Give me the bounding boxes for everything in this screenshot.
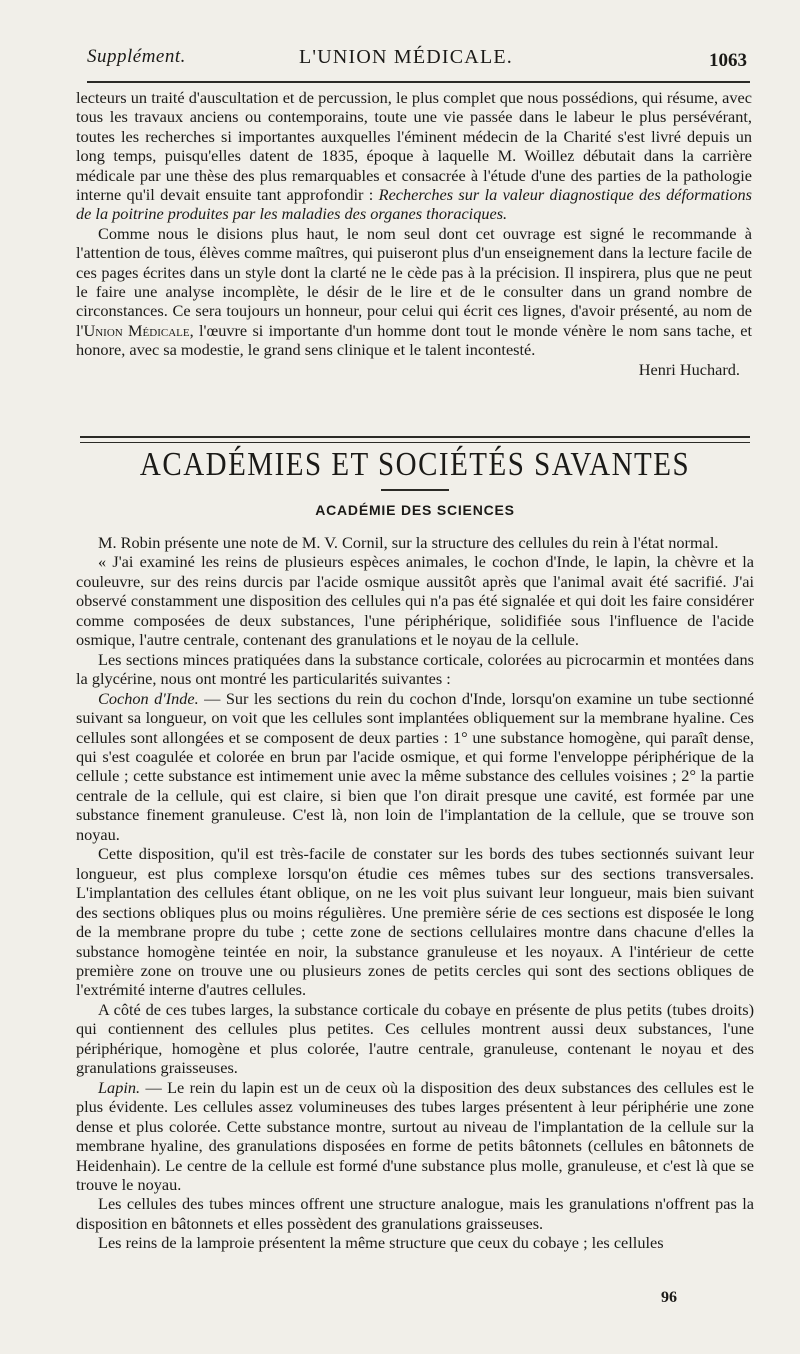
- report-paragraph: Cochon d'Inde. — Sur les sections du rein du cochon d'Inde, lorsqu'on examine un tube sectionné suivant sa longueur, on voit que les cellules sont implantées obliquement sur la membrane hyaline. Ces cellules sont allongées et se composent de deux parties : 1° une substance homogène, qui paraît dense, qui s'est coagulée et colorée en brun par l'acide osmique, et qui forme l'enveloppe périphérique de la cellule ; cette substance est intimement unie avec la même substance des cellules voisines ; 2° la partie centrale de la cellule, qui est claire, si bien que l'on dirait presque une cavité, est formée par une substance finement granuleuse. C'est là, non loin de l'implantation de la cellule, que se trouve son noyau.: [76, 688, 754, 844]
- report-paragraph: Les reins de la lamproie présentent la même structure que ceux du cobaye ; les cellules: [98, 1233, 664, 1253]
- review-paragraph: Comme nous le disions plus haut, le nom seul dont cet ouvrage est signé le recommande à l'attention de tous, élèves comme maîtres, qui puiseront plus d'un enseignement dans la lecture facile de ces pages écrites dans un style dont la clarté ne le cède pas à la précision. Il inspirera, plus que ne peut le faire une analyse incomplète, le désir de le lire et de le consulter dans un grand nombre de circonstances. Ce sera toujours un honneur, pour celui qui écrit ces lignes, d'avoir présenté, au nom de l'Union Médicale, l'œuvre si importante d'un homme dont tout le monde vénère le nom sans tache, et honore, avec sa modestie, le grand sens clinique et le talent incontesté.: [76, 223, 752, 360]
- species-heading: Lapin.: [98, 1077, 141, 1097]
- report-paragraph: Lapin. — Le rein du lapin est un de ceux où la disposition des deux substances des cellules est le plus évidente. Les cellules assez volumineuses des tubes larges présentent à leur périphérie une zone dense et plus colorée. Cette substance montre, surtout au niveau de l'implantation de la cellule sur la membrane hyaline, des granulations disposées en forme de petits bâtonnets (cellules en bâtonnets de Heidenhain). Le centre de la cellule est formé d'une substance plus molle, granuleuse, et c'est là que se trouve le noyau.: [76, 1077, 754, 1194]
- author-signature: Henri Huchard.: [638, 359, 740, 379]
- header-rule: [87, 81, 750, 83]
- report-paragraph: Les sections minces pratiquées dans la substance corticale, colorées au picrocarmin et montées dans la glycérine, nous ont montré les particularités suivantes :: [76, 649, 754, 689]
- report-intro: M. Robin présente une note de M. V. Cornil, sur la structure des cellules du rein à l'état normal.: [98, 533, 719, 552]
- supplement-label: Supplément.: [87, 46, 186, 67]
- review-continuation: [76, 88, 752, 379]
- section-title: ACADÉMIES ET SOCIÉTÉS SAVANTES: [139, 446, 691, 483]
- species-heading: Cochon d'Inde.: [98, 688, 199, 708]
- thesis-title: Recherches sur la valeur diagnostique des déformations de la poitrine produites par les maladies des organes thoraciques.: [76, 185, 753, 224]
- running-header: [87, 44, 747, 76]
- report-paragraph: Cette disposition, qu'il est très-facile de constater sur les bords des tubes sectionnés suivant leur longueur, est plus complexe lorsqu'on étudie ces mêmes tubes sur des sections transversales. L'implantation des cellules étant oblique, on ne les voit plus suivant leur longueur, mais bien suivant des sections obliques plus ou moins régulières. Une première série de ces sections est disposée le long de la membrane propre du tube ; cette zone de sections cellulaires montre dans chacune d'elles la substance homogène teintée en noir, la substance granuleuse et les noyaux. A l'intérieur de cette première zone on trouve une ou plusieurs zones de petits cercles qui sont des sections obliques de l'extrémité interne d'autres cellules.: [76, 844, 754, 1000]
- page-number: 1063: [709, 50, 747, 71]
- signature-mark: 96: [661, 1289, 677, 1306]
- report-paragraph: « J'ai examiné les reins de plusieurs espèces animales, le cochon d'Inde, le lapin, la chèvre et la couleuvre, sur des reins durcis par l'acide osmique aussitôt après que l'animal avait été sacrifié. J'ai observé constamment une disposition des cellules qui n'a pas été signalée et qui doit les faire considérer comme composées de deux substances, l'une périphérique, solidifiée sous l'influence de l'acide osmique, l'autre centrale, contenant des granulations et le noyau de la cellule.: [76, 552, 754, 650]
- journal-name-inline: Union Médicale: [83, 320, 190, 340]
- review-paragraph: lecteurs un traité d'auscultation et de percussion, le plus complet que nous possédions, qui résume, avec tous les travaux anciens ou contemporains, toute une vie passée dans le labeur le plus persévérant, toutes les recherches si importantes auxquelles l'éminent médecin de la Charité s'est livré depuis un long temps, puisqu'elles datent de 1835, époque à laquelle M. Woillez débutait dans la carrière médicale par une thèse des plus remarquables et consacrée à l'étude d'une des parties de la pathologie interne qu'il devait ensuite tant approfondir : Recherches sur la valeur diagnostique des déformations de la poitrine produites par les maladies des organes thoraciques.: [76, 88, 753, 224]
- title-underline: [381, 489, 449, 491]
- academy-report: [76, 533, 754, 1253]
- section-divider: [80, 436, 750, 443]
- report-paragraph: Les cellules des tubes minces offrent une structure analogue, mais les granulations n'offrent pas la disposition en bâtonnets et elles possèdent des granulations graisseuses.: [76, 1194, 754, 1233]
- report-paragraph: A côté de ces tubes larges, la substance corticale du cobaye en présente de plus petits (tubes droits) qui contiennent des cellules plus petites. Ces cellules montrent aussi deux substances, l'une périphérique, homogène et plus colorée, l'autre centrale, granuleuse, contenant le noyau et des granulations graisseuses.: [76, 999, 754, 1078]
- section-subtitle: ACADÉMIE DES SCIENCES: [315, 502, 515, 518]
- journal-title: L'UNION MÉDICALE.: [299, 46, 513, 68]
